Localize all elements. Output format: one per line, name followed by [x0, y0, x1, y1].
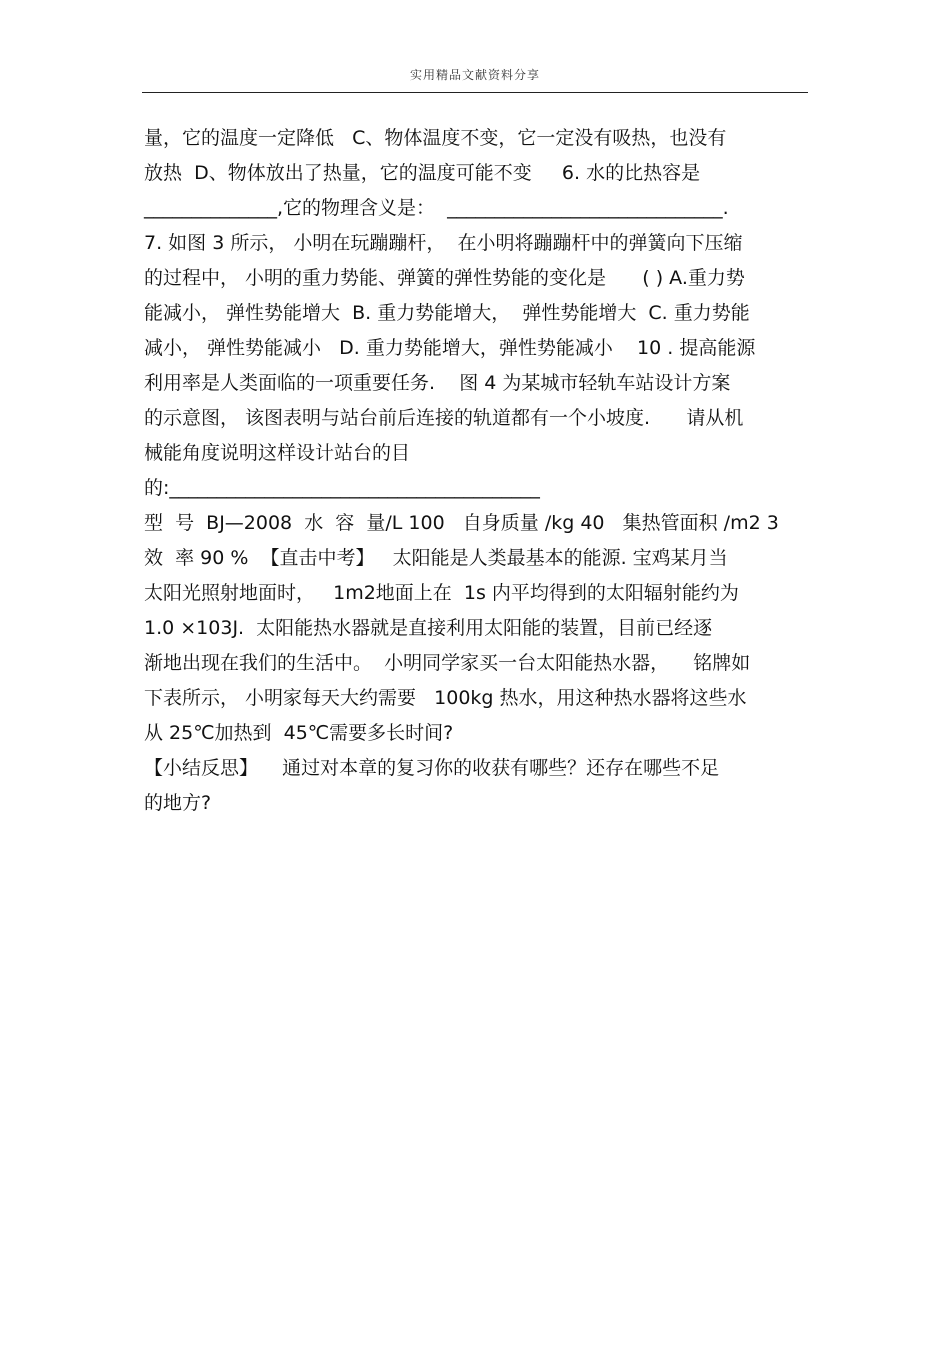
- text-line: 渐地出现在我们的生活中。 小明同学家买一台太阳能热水器， 铭牌如: [144, 652, 751, 674]
- text-line: 太阳光照射地面时， 1m2地面上在 1s 内平均得到的太阳辐射能约为: [144, 582, 739, 604]
- text-line: 放热 D、物体放出了热量，它的温度可能不变 6. 水的比热容是: [144, 162, 701, 184]
- text-line: 的示意图， 该图表明与站台前后连接的轨道都有一个小坡度. 请从机: [144, 407, 744, 429]
- page-header-title: 实用精品文献资料分享: [409, 68, 540, 82]
- text-line: 的地方?: [144, 792, 212, 814]
- text-line: 减小， 弹性势能减小 D. 重力势能增大，弹性势能减小 10 . 提高能源: [144, 337, 756, 359]
- text-line: 械能角度说明这样设计站台的目: [144, 442, 411, 464]
- text-line: 的:_______________________________________: [144, 477, 540, 499]
- text-line: 效 率 90 % 【直击中考】 太阳能是人类最基本的能源. 宝鸡某月当: [144, 547, 728, 569]
- text-line: 量，它的温度一定降低 C、物体温度不变，它一定没有吸热，也没有: [144, 127, 727, 149]
- text-line: 1.0 ×103J. 太阳能热水器就是直接利用太阳能的装置，目前已经逐: [144, 617, 713, 639]
- text-line: 型 号 BJ—2008 水 容 量/L 100 自身质量 /kg 40 集热管面积 /m2 3: [144, 512, 779, 534]
- text-line: ______________,它的物理含义是： _____________________________.: [144, 197, 729, 219]
- document-body: [144, 121, 834, 821]
- text-line: 从 25℃加热到 45℃需要多长时间?: [144, 722, 454, 744]
- text-line: 的过程中， 小明的重力势能、弹簧的弹性势能的变化是 ( ) A.重力势: [144, 267, 745, 289]
- text-line: 利用率是人类面临的一项重要任务. 图 4 为某城市轻轨车站设计方案: [144, 372, 731, 394]
- text-line: 下表所示， 小明家每天大约需要 100kg 热水，用这种热水器将这些水: [144, 687, 747, 709]
- text-line: 7. 如图 3 所示， 小明在玩蹦蹦杆， 在小明将蹦蹦杆中的弹簧向下压缩: [144, 232, 743, 254]
- text-line: 能减小， 弹性势能增大 B. 重力势能增大， 弹性势能增大 C. 重力势能: [144, 302, 750, 324]
- text-line: 【小结反思】 通过对本章的复习你的收获有哪些？还存在哪些不足: [144, 757, 720, 779]
- header-divider: [142, 92, 808, 93]
